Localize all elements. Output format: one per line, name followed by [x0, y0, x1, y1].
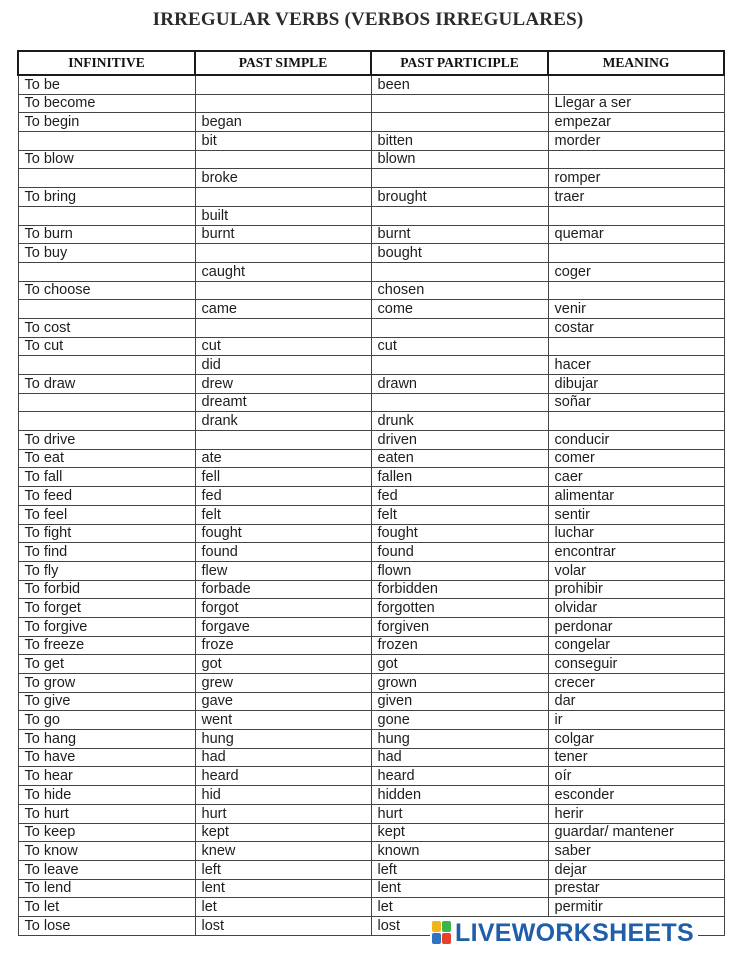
meaning-cell[interactable]: dejar — [548, 860, 724, 879]
past-simple-cell[interactable]: felt — [195, 505, 371, 524]
table-row — [18, 337, 724, 356]
header-meaning: MEANING — [548, 51, 724, 75]
meaning-cell[interactable]: Llegar a ser — [548, 94, 724, 113]
infinitive-cell[interactable]: To forgive — [18, 617, 195, 636]
past-simple-cell[interactable]: froze — [195, 636, 371, 655]
past-simple-cell[interactable] — [195, 75, 371, 94]
past-simple-cell[interactable]: forgave — [195, 617, 371, 636]
infinitive-cell[interactable] — [18, 412, 195, 431]
infinitive-cell[interactable]: To grow — [18, 674, 195, 693]
past-participle-cell[interactable]: drawn — [371, 375, 548, 394]
past-simple-cell[interactable]: forbade — [195, 580, 371, 599]
meaning-cell[interactable]: perdonar — [548, 617, 724, 636]
past-participle-cell[interactable]: eaten — [371, 449, 548, 468]
past-participle-cell[interactable]: been — [371, 75, 548, 94]
past-participle-cell[interactable]: known — [371, 842, 548, 861]
table-row — [18, 599, 724, 618]
past-participle-cell[interactable]: bought — [371, 244, 548, 263]
past-participle-cell[interactable]: burnt — [371, 225, 548, 244]
table-row — [18, 487, 724, 506]
past-simple-cell[interactable]: lost — [195, 916, 371, 935]
header-infinitive: INFINITIVE — [18, 51, 195, 75]
past-participle-cell[interactable]: drunk — [371, 412, 548, 431]
meaning-cell[interactable]: saber — [548, 842, 724, 861]
meaning-cell[interactable]: tener — [548, 748, 724, 767]
past-simple-cell[interactable]: fell — [195, 468, 371, 487]
irregular-verbs-table — [17, 50, 725, 936]
table-row — [18, 655, 724, 674]
past-simple-cell[interactable]: heard — [195, 767, 371, 786]
header-past-simple: PAST SIMPLE — [195, 51, 371, 75]
infinitive-cell[interactable]: To freeze — [18, 636, 195, 655]
infinitive-cell[interactable]: To forget — [18, 599, 195, 618]
past-simple-cell[interactable]: began — [195, 113, 371, 132]
table-row — [18, 505, 724, 524]
past-simple-cell[interactable]: had — [195, 748, 371, 767]
liveworksheets-logo-icon — [432, 921, 452, 945]
past-simple-cell[interactable]: came — [195, 300, 371, 319]
meaning-cell[interactable] — [548, 337, 724, 356]
table-row — [18, 244, 724, 263]
infinitive-cell[interactable]: To drive — [18, 431, 195, 450]
past-simple-cell[interactable] — [195, 244, 371, 263]
table-row — [18, 561, 724, 580]
table-row — [18, 169, 724, 188]
infinitive-cell[interactable]: To go — [18, 711, 195, 730]
liveworksheets-wordmark: LIVEWORKSHEETS — [455, 918, 694, 947]
past-participle-cell[interactable]: cut — [371, 337, 548, 356]
table-row — [18, 636, 724, 655]
header-past-participle: PAST PARTICIPLE — [371, 51, 548, 75]
header-row — [18, 51, 724, 75]
past-participle-cell[interactable] — [371, 169, 548, 188]
meaning-cell[interactable]: hacer — [548, 356, 724, 375]
past-participle-cell[interactable] — [371, 356, 548, 375]
past-simple-cell[interactable]: fought — [195, 524, 371, 543]
past-simple-cell[interactable]: drew — [195, 375, 371, 394]
infinitive-cell[interactable]: To draw — [18, 375, 195, 394]
past-simple-cell[interactable]: fed — [195, 487, 371, 506]
meaning-cell[interactable] — [548, 244, 724, 263]
past-participle-cell[interactable]: had — [371, 748, 548, 767]
meaning-cell[interactable]: oír — [548, 767, 724, 786]
meaning-cell[interactable]: quemar — [548, 225, 724, 244]
table-row — [18, 804, 724, 823]
meaning-cell[interactable]: comer — [548, 449, 724, 468]
meaning-cell[interactable] — [548, 75, 724, 94]
meaning-cell[interactable] — [548, 206, 724, 225]
meaning-cell[interactable]: permitir — [548, 898, 724, 917]
past-participle-cell[interactable]: fed — [371, 487, 548, 506]
past-participle-cell[interactable]: brought — [371, 188, 548, 207]
infinitive-cell[interactable]: To buy — [18, 244, 195, 263]
table-row — [18, 393, 724, 412]
table-row — [18, 431, 724, 450]
table-row — [18, 674, 724, 693]
past-participle-cell[interactable]: forgiven — [371, 617, 548, 636]
meaning-cell[interactable]: guardar/ mantener — [548, 823, 724, 842]
table-row — [18, 225, 724, 244]
table-row — [18, 150, 724, 169]
past-participle-cell[interactable]: lent — [371, 879, 548, 898]
past-simple-cell[interactable]: went — [195, 711, 371, 730]
verb-rows — [18, 75, 724, 935]
past-participle-cell[interactable]: bitten — [371, 132, 548, 151]
table-row — [18, 898, 724, 917]
infinitive-cell[interactable]: To begin — [18, 113, 195, 132]
table-row — [18, 132, 724, 151]
past-participle-cell[interactable]: found — [371, 543, 548, 562]
past-participle-cell[interactable]: let — [371, 898, 548, 917]
table-row — [18, 281, 724, 300]
past-simple-cell[interactable]: hid — [195, 786, 371, 805]
past-simple-cell[interactable]: left — [195, 860, 371, 879]
meaning-cell[interactable] — [548, 412, 724, 431]
infinitive-cell[interactable]: To eat — [18, 449, 195, 468]
past-simple-cell[interactable]: forgot — [195, 599, 371, 618]
table-row — [18, 786, 724, 805]
table-row — [18, 748, 724, 767]
meaning-cell[interactable]: venir — [548, 300, 724, 319]
infinitive-cell[interactable] — [18, 300, 195, 319]
table-row — [18, 188, 724, 207]
infinitive-cell[interactable]: To find — [18, 543, 195, 562]
meaning-cell[interactable] — [548, 281, 724, 300]
meaning-cell[interactable]: encontrar — [548, 543, 724, 562]
past-simple-cell[interactable] — [195, 94, 371, 113]
past-participle-cell[interactable]: heard — [371, 767, 548, 786]
table-row — [18, 879, 724, 898]
table-row — [18, 543, 724, 562]
infinitive-cell[interactable]: To know — [18, 842, 195, 861]
infinitive-cell[interactable]: To give — [18, 692, 195, 711]
past-simple-cell[interactable] — [195, 150, 371, 169]
table-row — [18, 318, 724, 337]
infinitive-cell[interactable]: To keep — [18, 823, 195, 842]
table-row — [18, 767, 724, 786]
infinitive-cell[interactable]: To blow — [18, 150, 195, 169]
meaning-cell[interactable]: dar — [548, 692, 724, 711]
past-simple-cell[interactable]: kept — [195, 823, 371, 842]
table-row — [18, 711, 724, 730]
meaning-cell[interactable]: traer — [548, 188, 724, 207]
infinitive-cell[interactable]: To leave — [18, 860, 195, 879]
infinitive-cell[interactable]: To be — [18, 75, 195, 94]
infinitive-cell[interactable]: To bring — [18, 188, 195, 207]
past-participle-cell[interactable]: got — [371, 655, 548, 674]
meaning-cell[interactable]: costar — [548, 318, 724, 337]
past-participle-cell[interactable]: flown — [371, 561, 548, 580]
meaning-cell[interactable]: romper — [548, 169, 724, 188]
meaning-cell[interactable]: dibujar — [548, 375, 724, 394]
past-simple-cell[interactable]: bit — [195, 132, 371, 151]
table-row — [18, 412, 724, 431]
infinitive-cell[interactable]: To fight — [18, 524, 195, 543]
infinitive-cell[interactable]: To hurt — [18, 804, 195, 823]
infinitive-cell[interactable]: To fall — [18, 468, 195, 487]
past-participle-cell[interactable] — [371, 262, 548, 281]
past-participle-cell[interactable]: left — [371, 860, 548, 879]
past-participle-cell[interactable]: grown — [371, 674, 548, 693]
table-row — [18, 262, 724, 281]
past-simple-cell[interactable]: caught — [195, 262, 371, 281]
meaning-cell[interactable]: crecer — [548, 674, 724, 693]
past-participle-cell[interactable] — [371, 94, 548, 113]
meaning-cell[interactable]: olvidar — [548, 599, 724, 618]
infinitive-cell[interactable]: To lose — [18, 916, 195, 935]
past-simple-cell[interactable] — [195, 431, 371, 450]
table-row — [18, 113, 724, 132]
past-simple-cell[interactable]: gave — [195, 692, 371, 711]
past-simple-cell[interactable] — [195, 281, 371, 300]
infinitive-cell[interactable] — [18, 206, 195, 225]
infinitive-cell[interactable]: To hide — [18, 786, 195, 805]
meaning-cell[interactable]: coger — [548, 262, 724, 281]
infinitive-cell[interactable]: To burn — [18, 225, 195, 244]
meaning-cell[interactable]: colgar — [548, 730, 724, 749]
past-simple-cell[interactable]: found — [195, 543, 371, 562]
past-simple-cell[interactable]: lent — [195, 879, 371, 898]
past-participle-cell[interactable] — [371, 318, 548, 337]
past-participle-cell[interactable]: fought — [371, 524, 548, 543]
table-row — [18, 692, 724, 711]
past-participle-cell[interactable]: forbidden — [371, 580, 548, 599]
past-participle-cell[interactable]: forgotten — [371, 599, 548, 618]
meaning-cell[interactable]: herir — [548, 804, 724, 823]
meaning-cell[interactable]: morder — [548, 132, 724, 151]
past-simple-cell[interactable]: built — [195, 206, 371, 225]
past-participle-cell[interactable]: hidden — [371, 786, 548, 805]
past-simple-cell[interactable]: flew — [195, 561, 371, 580]
past-simple-cell[interactable]: hung — [195, 730, 371, 749]
table-row — [18, 449, 724, 468]
past-participle-cell[interactable]: kept — [371, 823, 548, 842]
past-simple-cell[interactable]: cut — [195, 337, 371, 356]
past-participle-cell[interactable]: blown — [371, 150, 548, 169]
meaning-cell[interactable]: caer — [548, 468, 724, 487]
infinitive-cell[interactable]: To hear — [18, 767, 195, 786]
table-row — [18, 375, 724, 394]
past-participle-cell[interactable]: gone — [371, 711, 548, 730]
past-simple-cell[interactable]: burnt — [195, 225, 371, 244]
past-simple-cell[interactable]: ate — [195, 449, 371, 468]
table-row — [18, 860, 724, 879]
past-participle-cell[interactable]: driven — [371, 431, 548, 450]
meaning-cell[interactable]: esconder — [548, 786, 724, 805]
past-simple-cell[interactable]: knew — [195, 842, 371, 861]
past-simple-cell[interactable] — [195, 188, 371, 207]
table-row — [18, 823, 724, 842]
past-simple-cell[interactable]: got — [195, 655, 371, 674]
infinitive-cell[interactable] — [18, 169, 195, 188]
meaning-cell[interactable]: prohibir — [548, 580, 724, 599]
liveworksheets-logo — [430, 917, 698, 949]
table-row — [18, 468, 724, 487]
past-participle-cell[interactable]: come — [371, 300, 548, 319]
meaning-cell[interactable]: conseguir — [548, 655, 724, 674]
infinitive-cell[interactable]: To choose — [18, 281, 195, 300]
infinitive-cell[interactable]: To have — [18, 748, 195, 767]
infinitive-cell[interactable]: To cut — [18, 337, 195, 356]
past-participle-cell[interactable]: frozen — [371, 636, 548, 655]
meaning-cell[interactable]: volar — [548, 561, 724, 580]
meaning-cell[interactable]: sentir — [548, 505, 724, 524]
past-simple-cell[interactable]: broke — [195, 169, 371, 188]
past-participle-cell[interactable]: fallen — [371, 468, 548, 487]
infinitive-cell[interactable]: To let — [18, 898, 195, 917]
past-simple-cell[interactable] — [195, 318, 371, 337]
past-simple-cell[interactable]: hurt — [195, 804, 371, 823]
meaning-cell[interactable]: ir — [548, 711, 724, 730]
meaning-cell[interactable]: empezar — [548, 113, 724, 132]
past-participle-cell[interactable]: felt — [371, 505, 548, 524]
page-title: IRREGULAR VERBS (VERBOS IRREGULARES) — [152, 9, 584, 30]
past-participle-cell[interactable]: given — [371, 692, 548, 711]
table-row — [18, 730, 724, 749]
infinitive-cell[interactable] — [18, 356, 195, 375]
table-row — [18, 842, 724, 861]
table-row — [18, 206, 724, 225]
past-simple-cell[interactable]: let — [195, 898, 371, 917]
infinitive-cell[interactable]: To feed — [18, 487, 195, 506]
meaning-cell[interactable]: conducir — [548, 431, 724, 450]
infinitive-cell[interactable]: To feel — [18, 505, 195, 524]
past-participle-cell[interactable]: lost — [371, 916, 548, 935]
infinitive-cell[interactable] — [18, 393, 195, 412]
table-row — [18, 617, 724, 636]
meaning-cell[interactable]: prestar — [548, 879, 724, 898]
meaning-cell[interactable]: luchar — [548, 524, 724, 543]
table-row — [18, 94, 724, 113]
past-participle-cell[interactable] — [371, 206, 548, 225]
meaning-cell[interactable]: alimentar — [548, 487, 724, 506]
table-row — [18, 524, 724, 543]
past-participle-cell[interactable] — [371, 393, 548, 412]
past-simple-cell[interactable]: dreamt — [195, 393, 371, 412]
table-row — [18, 356, 724, 375]
past-simple-cell[interactable]: grew — [195, 674, 371, 693]
infinitive-cell[interactable] — [18, 132, 195, 151]
infinitive-cell[interactable]: To lend — [18, 879, 195, 898]
past-participle-cell[interactable]: hurt — [371, 804, 548, 823]
meaning-cell[interactable] — [548, 150, 724, 169]
past-participle-cell[interactable]: hung — [371, 730, 548, 749]
past-simple-cell[interactable]: drank — [195, 412, 371, 431]
infinitive-cell[interactable]: To get — [18, 655, 195, 674]
past-simple-cell[interactable]: did — [195, 356, 371, 375]
table-row — [18, 300, 724, 319]
infinitive-cell[interactable]: To cost — [18, 318, 195, 337]
infinitive-cell[interactable]: To hang — [18, 730, 195, 749]
infinitive-cell[interactable]: To fly — [18, 561, 195, 580]
table-row — [18, 580, 724, 599]
infinitive-cell[interactable]: To become — [18, 94, 195, 113]
meaning-cell[interactable]: congelar — [548, 636, 724, 655]
infinitive-cell[interactable] — [18, 262, 195, 281]
infinitive-cell[interactable]: To forbid — [18, 580, 195, 599]
meaning-cell[interactable]: soñar — [548, 393, 724, 412]
table-row — [18, 75, 724, 94]
past-participle-cell[interactable]: chosen — [371, 281, 548, 300]
past-participle-cell[interactable] — [371, 113, 548, 132]
